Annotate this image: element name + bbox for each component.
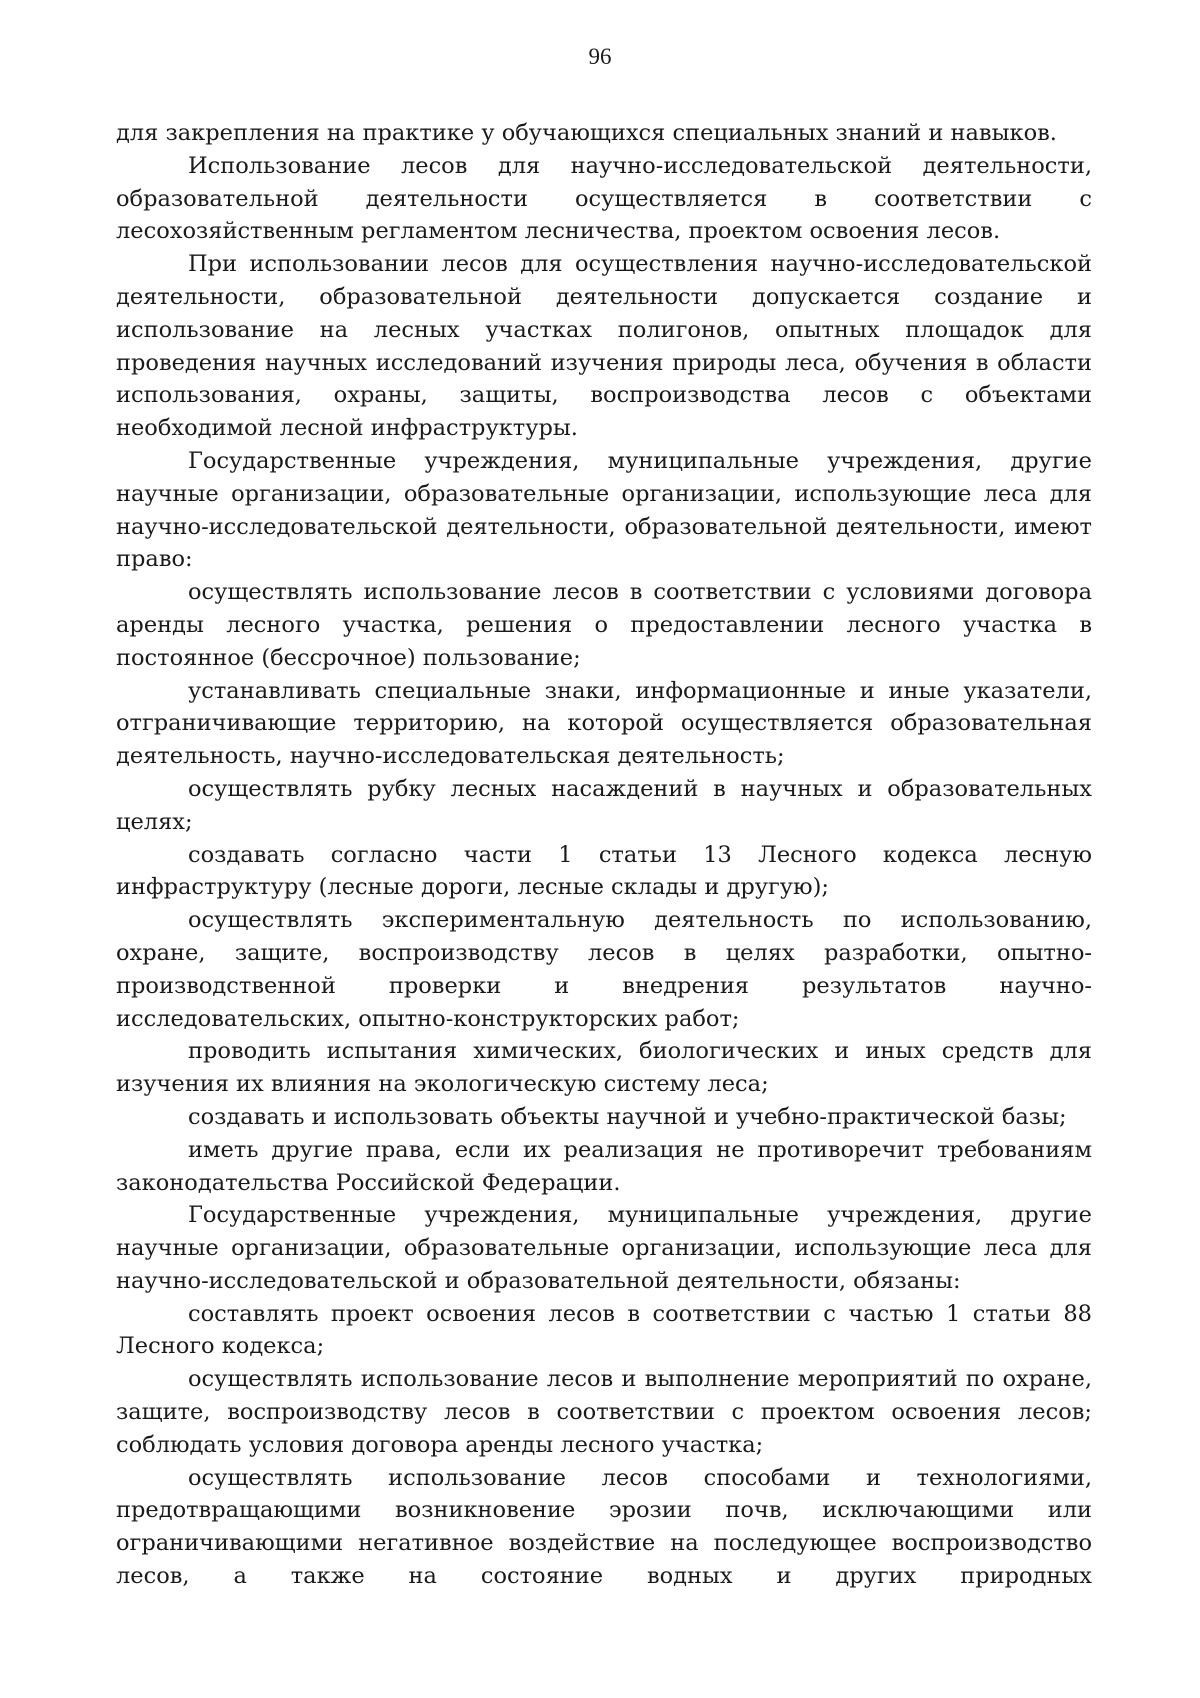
paragraph: Государственные учреждения, муниципальные учреждения, другие научные организации, образовательные организации, использующие леса для научно-исследовательской деятельности, образовательной деятельности, имеют право: [116,447,1092,573]
page-number: 96 [588,44,612,69]
list-item: осуществлять использование лесов в соответствии с условиями договора аренды лесного участка, решения о предоставлении лесного участка в постоянное (бессрочное) пользование; [116,579,1092,671]
list-item: устанавливать специальные знаки, информационные и иные указатели, отграничивающие территорию, на которой осуществляется образовательная деятельность, научно-исследовательская деятельность; [116,677,1092,770]
list-item: проводить испытания химических, биологических и иных средств для изучения их влияния на экологическую систему леса; [116,1038,1092,1098]
list-item: создавать согласно части 1 статьи 13 Лесного кодекса лесную инфраструктуру (лесные дороги, лесные склады и другую); [116,841,1092,901]
paragraph: Государственные учреждения, муниципальные учреждения, другие научные организации, образовательные организации, использующие леса для научно-исследовательской и образовательной деятельности, обязаны: [116,1202,1092,1294]
list-item: создавать и использовать объекты научной и учебно-практической базы; [188,1103,1067,1130]
paragraph: При использовании лесов для осуществления научно-исследовательской деятельности, образовательной деятельности допускается создание и использование на лесных участках полигонов, опытных площадок для проведения научных исследований изучения природы леса, обучения в области использования, охраны, защиты, воспроизводства лесов с объектами необходимой лесной инфраструктуры. [116,251,1092,442]
list-item: осуществлять рубку лесных насаждений в научных и образовательных целях; [116,775,1092,835]
list-item: иметь другие права, если их реализация не противоречит требованиям законодательства Российской Федерации. [116,1136,1092,1196]
paragraph: Использование лесов для научно-исследовательской деятельности, образовательной деятельности осуществляется в соответствии с лесохозяйственным регламентом лесничества, проектом освоения лесов. [116,152,1092,245]
list-item: составлять проект освоения лесов в соответствии с частью 1 статьи 88 Лесного кодекса; [116,1300,1092,1360]
document-body [116,117,1092,1593]
list-item: осуществлять экспериментальную деятельность по использованию, охране, защите, воспроизводству лесов в целях разработки, опытно-производственной проверки и внедрения результатов научно-исследовательских, опытно-конструкторских работ; [116,907,1092,1032]
paragraph: для закрепления на практике у обучающихся специальных знаний и навыков. [116,120,1057,146]
list-item: осуществлять использование лесов способами и технологиями, предотвращающими возникновение эрозии почв, исключающими или ограничивающими негативное воздействие на последующее воспроизводство лесов, а также на состояние водных и других природных [116,1464,1092,1590]
list-item: осуществлять использование лесов и выполнение мероприятий по охране, защите, воспроизводству лесов в соответствии с проектом освоения лесов; соблюдать условия договора аренды лесного участка; [116,1366,1092,1458]
